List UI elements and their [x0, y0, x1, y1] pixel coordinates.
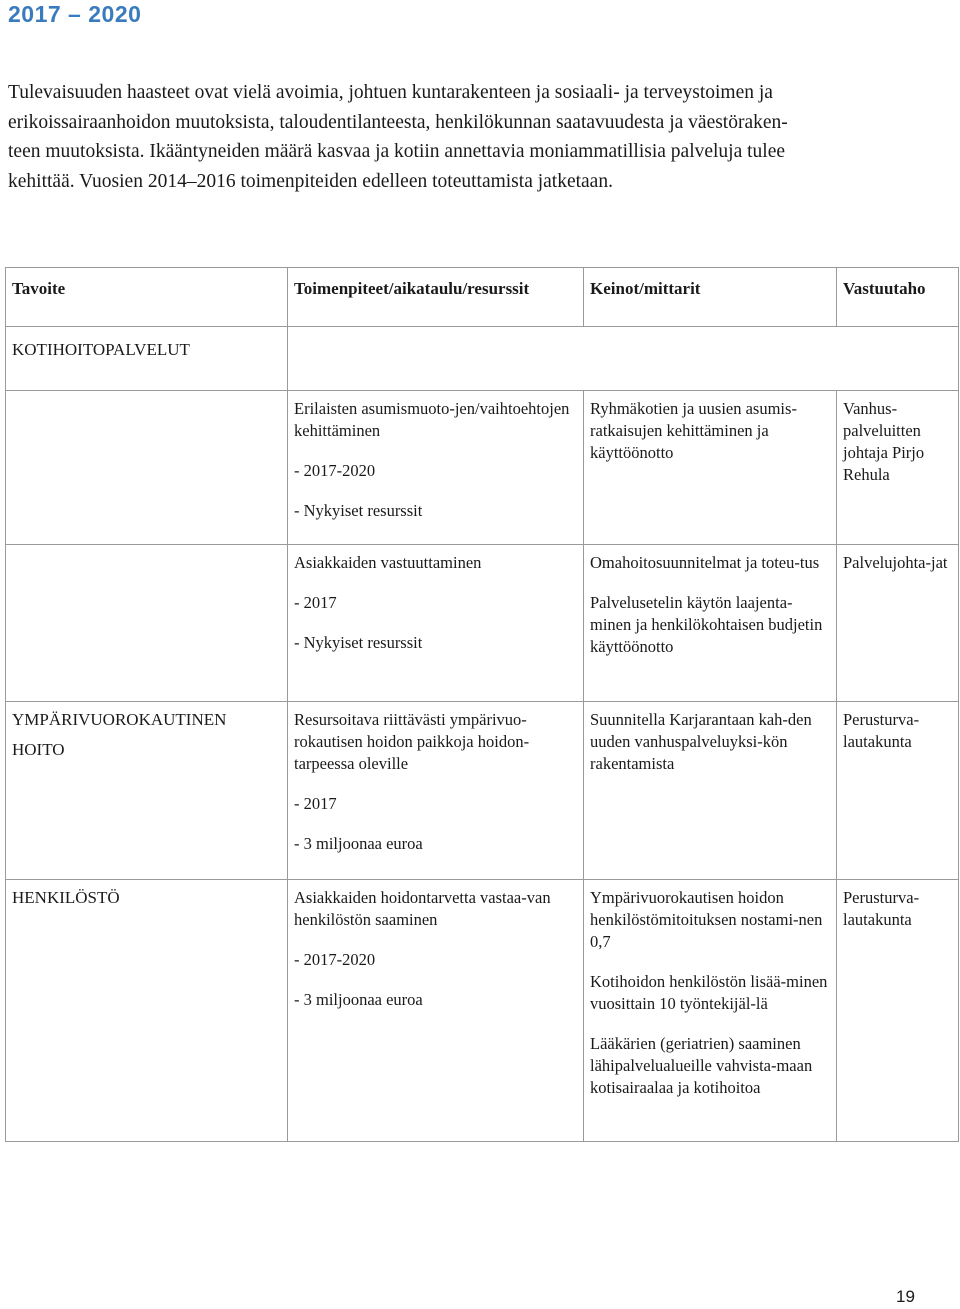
- section-label: KOTIHOITOPALVELUT: [12, 340, 190, 359]
- table-row: [6, 391, 959, 545]
- action-schedule: - 2017-2020: [294, 461, 376, 480]
- action-resources: - Nykyiset resurssit: [294, 501, 423, 520]
- intro-paragraph: [8, 78, 938, 196]
- action-text: Asiakkaiden vastuuttaminen: [294, 553, 482, 572]
- table-row: [6, 702, 959, 880]
- action-schedule: - 2017-2020: [294, 950, 376, 969]
- goal-cell: [6, 702, 288, 880]
- actions-cell: [288, 880, 584, 1142]
- responsible-cell: [837, 880, 959, 1142]
- intro-line: erikoissairaanhoidon muutoksista, taloudentilanteesta, henkilökunnan saatavuudesta ja väestöraken-: [8, 111, 788, 133]
- responsible-text: Vanhus-palveluitten johtaja Pirjo Rehula: [843, 399, 925, 484]
- row-label-line: YMPÄRIVUOROKAUTINEN: [12, 710, 227, 729]
- action-plan-table: [5, 267, 959, 1142]
- action-schedule: - 2017: [294, 794, 337, 813]
- header-label: Toimenpiteet/aikataulu/resurssit: [294, 279, 530, 298]
- page-heading: 2017 – 2020: [8, 1, 142, 27]
- intro-line: kehittää. Vuosien 2014–2016 toimenpiteiden edelleen toteuttamista jatketaan.: [8, 170, 613, 192]
- intro-line: Tulevaisuuden haasteet ovat vielä avoimia, johtuen kuntarakenteen ja sosiaali- ja terveystoimen ja: [8, 82, 773, 103]
- row-label-line: HOITO: [12, 740, 65, 759]
- means-cell: [584, 545, 837, 702]
- row-label-line: HENKILÖSTÖ: [12, 888, 120, 907]
- section-label-cell: [6, 327, 288, 391]
- action-schedule: - 2017: [294, 593, 337, 612]
- means-text: Omahoitosuunnitelmat ja toteu-tus: [590, 553, 820, 572]
- means-text: Ympärivuorokautisen hoidon henkilöstömitoituksen nostami-nen 0,7: [590, 888, 823, 951]
- header-label: Vastuutaho: [843, 279, 926, 298]
- goal-cell: [6, 391, 288, 545]
- actions-cell: [288, 391, 584, 545]
- table-row: [6, 545, 959, 702]
- table-header-row: [6, 268, 959, 327]
- responsible-cell: [837, 545, 959, 702]
- means-cell: [584, 391, 837, 545]
- action-text: Resursoitava riittävästi ympärivuo-rokautisen hoidon paikkoja hoidon-tarpeessa oleville: [294, 710, 530, 773]
- means-text: Ryhmäkotien ja uusien asumis-ratkaisujen kehittäminen ja käyttöönotto: [590, 399, 797, 462]
- means-cell: [584, 702, 837, 880]
- section-empty-cell: [288, 327, 959, 391]
- goal-cell: [6, 880, 288, 1142]
- page-number: 19: [896, 1287, 915, 1306]
- header-label: Tavoite: [12, 279, 66, 298]
- header-cell-goal: [6, 268, 288, 327]
- responsible-text: Perusturva-lautakunta: [843, 710, 920, 751]
- header-cell-responsible: [837, 268, 959, 327]
- means-cell: [584, 880, 837, 1142]
- table-row: [6, 880, 959, 1142]
- responsible-text: Perusturva-lautakunta: [843, 888, 920, 929]
- goal-cell: [6, 545, 288, 702]
- action-resources: - 3 miljoonaa euroa: [294, 990, 423, 1009]
- actions-cell: [288, 702, 584, 880]
- header-cell-actions: [288, 268, 584, 327]
- responsible-text: Palvelujohta-jat: [843, 553, 948, 572]
- action-resources: - Nykyiset resurssit: [294, 633, 423, 652]
- action-resources: - 3 miljoonaa euroa: [294, 834, 423, 853]
- header-cell-means: [584, 268, 837, 327]
- section-row-home-care: [6, 327, 959, 391]
- means-text: Suunnitella Karjarantaan kah-den uuden vanhuspalveluyksi-kön rakentamista: [590, 710, 812, 773]
- row-label: [12, 887, 281, 909]
- intro-line: teen muutoksista. Ikääntyneiden määrä kasvaa ja kotiin annettavia moniammatillisia palveluja tulee: [8, 141, 786, 162]
- means-text: Palvelusetelin käytön laajenta-minen ja henkilökohtaisen budjetin käyttöönotto: [590, 593, 823, 656]
- action-text: Asiakkaiden hoidontarvetta vastaa-van henkilöstön saaminen: [294, 888, 551, 929]
- responsible-cell: [837, 702, 959, 880]
- responsible-cell: [837, 391, 959, 545]
- means-text: Kotihoidon henkilöstön lisää-minen vuosittain 10 työntekijäl-lä: [590, 972, 828, 1013]
- actions-cell: [288, 545, 584, 702]
- header-label: Keinot/mittarit: [590, 279, 701, 298]
- action-text: Erilaisten asumismuoto-jen/vaihtoehtojen kehittäminen: [294, 399, 570, 440]
- means-text: Lääkärien (geriatrien) saaminen lähipalvelualueille vahvista-maan kotisairaalaa ja kotihoitoa: [590, 1034, 813, 1097]
- row-label: [12, 709, 281, 761]
